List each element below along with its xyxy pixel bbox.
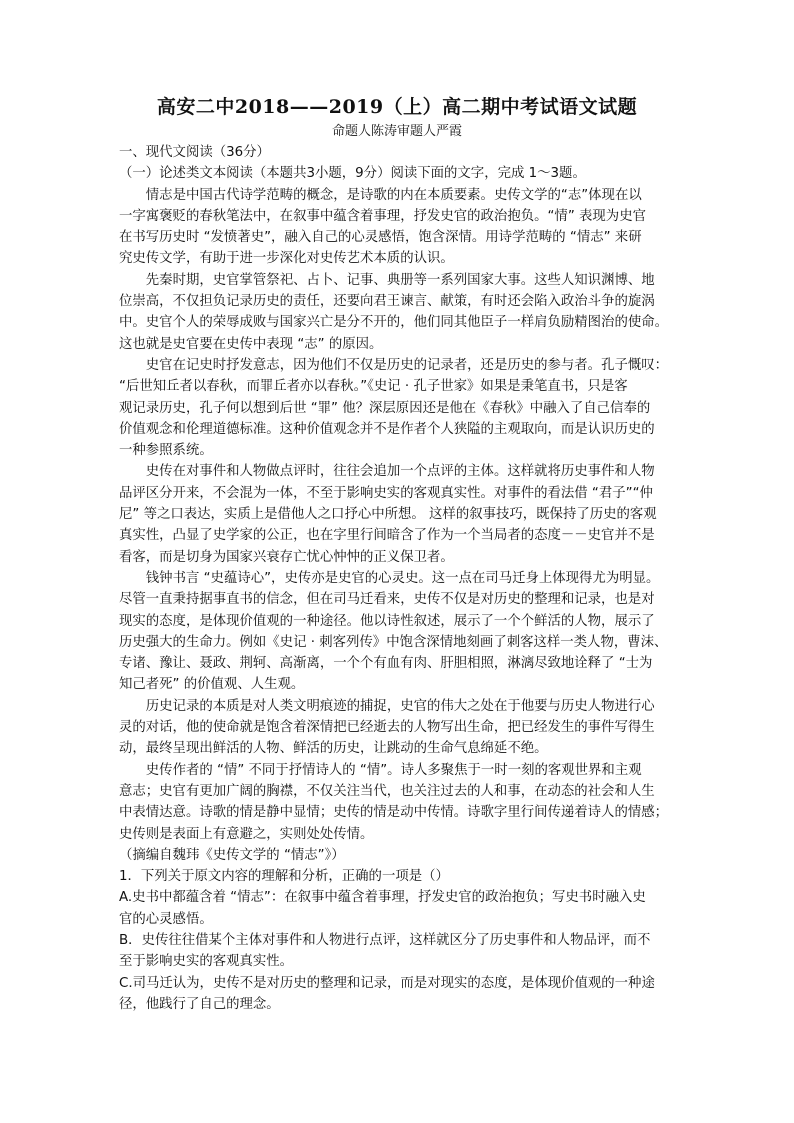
- text-line: 先秦时期，史官掌管祭祀、占卜、记事、典册等一系列国家大事。这些人知识渊博、地: [145, 272, 655, 288]
- option-line: 至于影响史实的客观真实性。: [119, 954, 294, 970]
- text-line: 位崇高，不仅担负记录历史的责任，还要向君王谏言、献策，有时还会陷入政治斗争的旋涡: [119, 294, 655, 310]
- sub-heading: （一）论述类文本阅读（本题共3小题，9分）阅读下面的文字，完成 1～3题。: [119, 166, 586, 182]
- paragraph: [119, 270, 679, 355]
- exam-body: [119, 142, 679, 1015]
- text-line: 一字寓褒贬的春秋笔法中，在叙事中蕴含着事理，抒发史官的政治抱负。“情” 表现为史官: [119, 208, 646, 224]
- question-1: 1．下列关于原文内容的理解和分析，正确的一项是（）: [119, 869, 449, 885]
- option-c: [119, 973, 679, 1016]
- text-line: 价值观念和伦理道德标准。这种价值观念并不是作者个人狭隘的主观取向，而是认识历史的: [119, 421, 655, 437]
- text-line: 历史记录的本质是对人类文明痕迹的捕捉，史官的伟大之处在于他要与历史人物进行心: [145, 698, 655, 714]
- paragraph: [119, 568, 679, 696]
- text-line: 尼” 等之口表达，实质上是借他人之口抒心中所想。 这样的叙事技巧，既保持了历史的客观: [119, 507, 657, 523]
- text-line: 看客，而是切身为国家兴衰存亡忧心忡忡的正义保卫者。: [119, 549, 454, 565]
- text-line: 中。史官个人的荣辱成败与国家兴亡是分不开的，他们同其他臣子一样肩负励精图治的使命。: [119, 315, 669, 331]
- text-line: 真实性，凸显了史学家的公正，也在字里行间暗含了作为一个当局者的态度－－史官并不是: [119, 528, 655, 544]
- text-line: 知己者死” 的价值观、人生观。: [119, 677, 305, 693]
- text-line: 意志；史官有更加广阔的胸襟，不仅关注当代，也关注过去的人和事，在动态的社会和人生: [119, 783, 655, 799]
- paragraph: [119, 696, 679, 760]
- text-line: “后世知丘者以春秋，而罪丘者亦以春秋。”《史记 · 孔子世家》如果是秉笔直书，只是客: [119, 379, 628, 395]
- paragraph: [119, 185, 679, 270]
- exam-title: 高安二中2018——2019（上）高二期中考试语文试题: [156, 96, 638, 118]
- author-line: 命题人陈涛审题人严霞: [331, 124, 462, 139]
- text-line: 情志是中国古代诗学范畴的概念，是诗歌的内在本质要素。史传文学的“志”体现在以: [145, 187, 642, 203]
- option-line: B．史传往往借某个主体对事件和人物进行点评，这样就区分了历史事件和人物品评，而不: [119, 932, 651, 948]
- source-citation: （摘编自魏玮《史传文学的 “情志”》）: [119, 847, 345, 863]
- text-line: 在书写历史时 “发愤著史”，融入自己的心灵感悟，饱含深情。用诗学范畴的 “情志” 来研: [119, 230, 642, 246]
- text-line: 灵的对话，他的使命就是饱含着深情把已经逝去的人物写出生命，把已经发生的事件写得生: [119, 720, 655, 736]
- text-line: 钱钟书言 “史蕴诗心”，史传亦是史官的心灵史。这一点在司马迁身上体现得尤为明显。: [145, 570, 660, 586]
- option-line: 官的心灵感悟。: [119, 911, 213, 927]
- paragraph: [119, 760, 679, 845]
- text-line: 尽管一直秉持据事直书的信念，但在司马迁看来，史传不仅是对历史的整理和记录，也是对: [119, 592, 655, 608]
- text-line: 中表情达意。诗歌的情是静中显情；史传的情是动中传情。诗歌字里行间传递着诗人的情感；: [119, 805, 669, 821]
- option-b: [119, 930, 679, 973]
- section-heading: 一、现代文阅读（36分）: [119, 145, 270, 160]
- text-line: 现实的态度，是体现价值观的一种途径。他以诗性叙述，展示了一个个鲜活的人物，展示了: [119, 613, 655, 629]
- text-line: 专诸、豫让、聂政、荆轲、高渐离，一个个有血有肉、肝胆相照，淋漓尽致地诠释了 “士为: [119, 656, 653, 672]
- text-line: 历史强大的生命力。例如《史记 · 刺客列传》中饱含深情地刻画了刺客这样一类人物，曹沫、: [119, 634, 668, 650]
- option-a: [119, 887, 679, 930]
- text-line: 这也就是史官要在史传中表现 “志” 的原因。: [119, 336, 383, 352]
- text-line: 史传在对事件和人物做点评时，往往会追加一个点评的主体。这样就将历史事件和人物: [145, 464, 655, 480]
- text-line: 究史传文学，有助于进一步深化对史传艺术本质的认识。: [119, 251, 454, 267]
- paragraph: [119, 461, 679, 567]
- text-line: 观记录历史，孔子何以想到后世 “罪” 他？深层原因还是他在《春秋》中融入了自己信奉的: [119, 400, 651, 416]
- text-line: 史传则是表面上有意避之，实则处处传情。: [119, 826, 374, 842]
- text-line: 动，最终呈现出鲜活的人物、鲜活的历史，让跳动的生命气息绵延不绝。: [119, 741, 548, 757]
- option-line: C.司马迁认为，史传不是对历史的整理和记录，而是对现实的态度，是体现价值观的一种途: [119, 975, 655, 991]
- text-line: 一种参照系统。: [119, 443, 213, 459]
- option-line: 径，他践行了自己的理念。: [119, 996, 280, 1012]
- option-line: A.史书中都蕴含着 “情志”：在叙事中蕴含着事理，抒发史官的政治抱负；写史书时融入史: [119, 890, 646, 906]
- text-line: 品评区分开来，不会混为一体，不至于影响史实的客观真实性。对事件的看法借 “君子”“仲: [119, 485, 653, 501]
- text-line: 史传作者的 “情” 不同于抒情诗人的 “情”。诗人多聚焦于一时一刻的客观世界和主观: [145, 762, 642, 778]
- paragraph: [119, 355, 679, 461]
- text-line: 史官在记史时抒发意志，因为他们不仅是历史的记录者，还是历史的参与者。孔子慨叹：: [145, 357, 669, 373]
